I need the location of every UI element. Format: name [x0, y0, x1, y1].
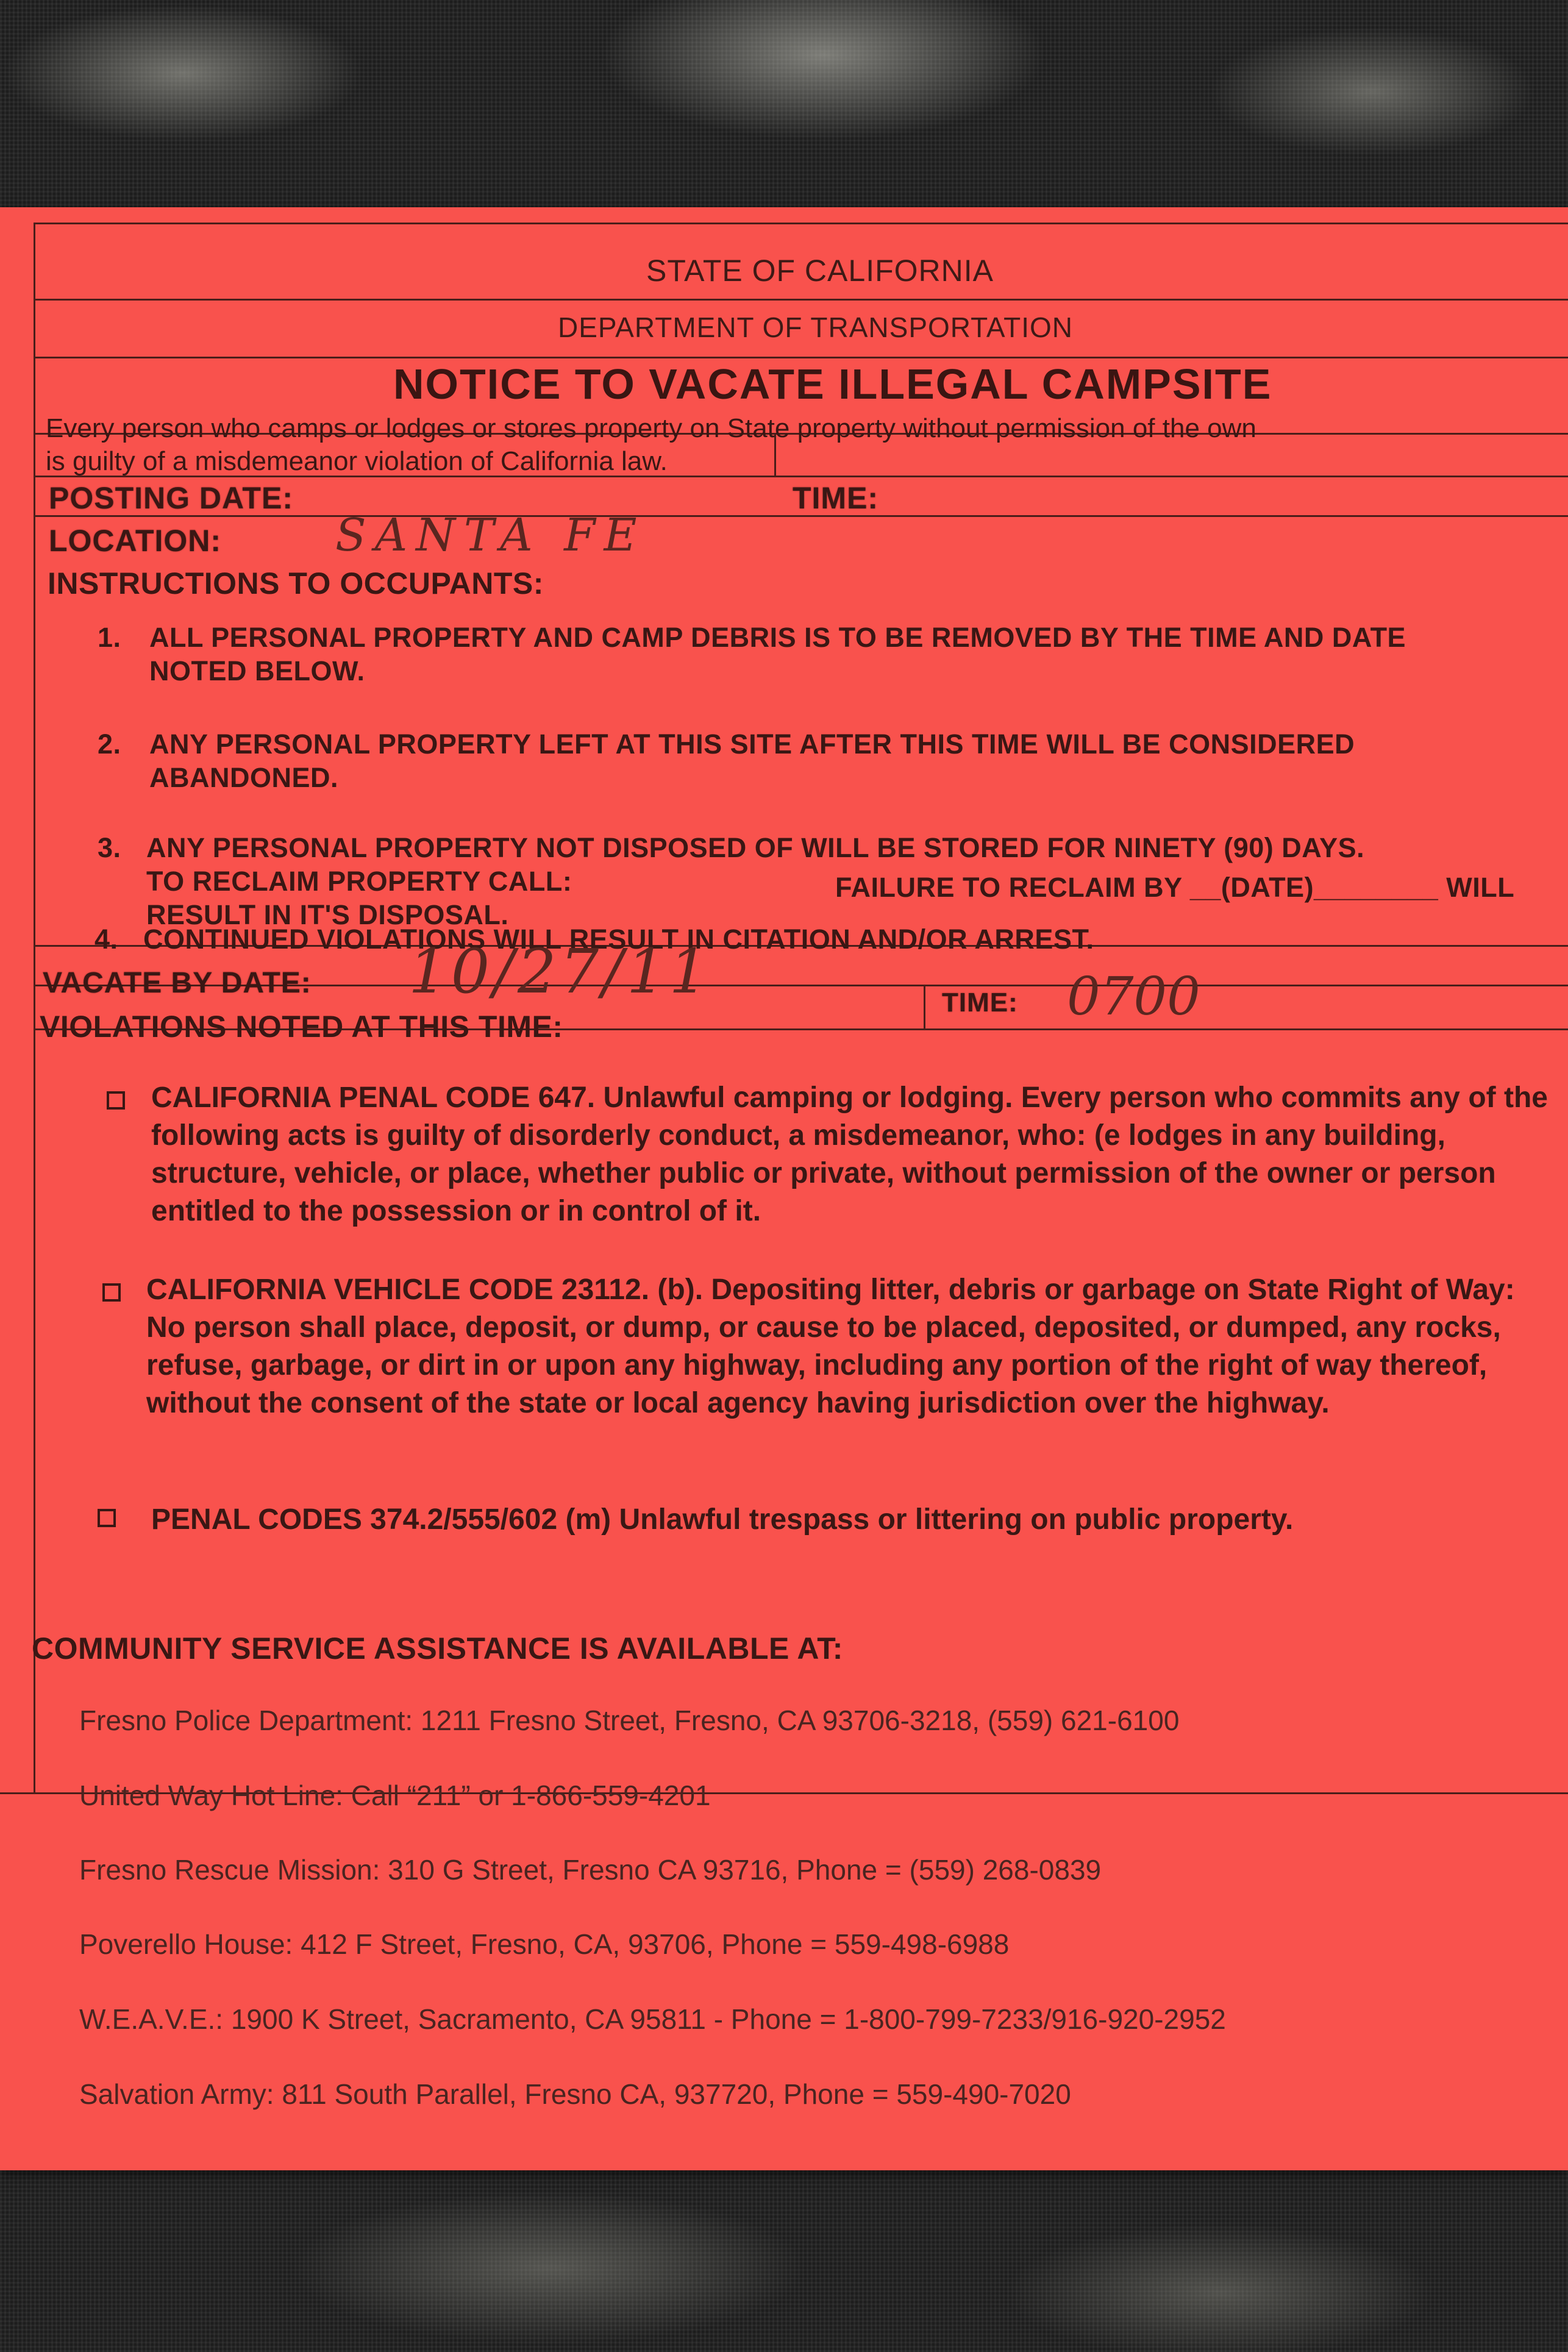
violation-penal-374-text: PENAL CODES 374.2/555/602 (m) Unlawful trespass or littering on public property. [151, 1503, 1294, 1536]
assistance-heading: COMMUNITY SERVICE ASSISTANCE IS AVAILABLE AT: [32, 1631, 843, 1666]
state-header: STATE OF CALIFORNIA [646, 254, 994, 288]
resource-salvation-army: Salvation Army: 811 South Parallel, Fresno CA, 937720, Phone = 559-490-7020 [79, 2078, 1071, 2110]
divider [34, 299, 1568, 301]
instruction-number: 3. [98, 832, 121, 863]
instruction-number: 4. [94, 924, 118, 955]
posting-time-label: TIME: [793, 481, 879, 515]
instruction-1-line-1: ALL PERSONAL PROPERTY AND CAMP DEBRIS IS TO BE REMOVED BY THE TIME AND DATE [149, 622, 1406, 653]
divider [924, 985, 925, 1028]
violation-penal-647-text: CALIFORNIA PENAL CODE 647. Unlawful camping or lodging. Every person who commits any of the following acts is guilty of disorderly conduct, a misdemeanor, who: (e lodges in any building, structure, vehicle, or place, whether public or private, without permission of the owner or person entitled to the possession or in control of it. [151, 1082, 1548, 1227]
instruction-3-line-2b: FAILURE TO RECLAIM BY __(DATE)________ WILL [835, 872, 1515, 903]
department-header: DEPARTMENT OF TRANSPORTATION [558, 312, 1074, 343]
resource-poverello-house: Poverello House: 412 F Street, Fresno, CA, 93706, Phone = 559-498-6988 [79, 1928, 1010, 1960]
resource-fresno-police: Fresno Police Department: 1211 Fresno Street, Fresno, CA 93706-3218, (559) 621-6100 [79, 1705, 1180, 1736]
vacate-time-handwritten: 0700 [1067, 966, 1200, 1027]
instruction-number: 1. [98, 622, 121, 653]
instruction-2-line-2: ABANDONED. [149, 762, 339, 793]
location-label: LOCATION: [49, 524, 222, 558]
instruction-2-line-1: ANY PERSONAL PROPERTY LEFT AT THIS SITE AFTER THIS TIME WILL BE CONSIDERED [149, 729, 1355, 760]
resource-fresno-rescue-mission: Fresno Rescue Mission: 310 G Street, Fresno CA 93716, Phone = (559) 268-0839 [79, 1854, 1102, 1886]
vacate-time-label: TIME: [942, 988, 1018, 1017]
instructions-heading: INSTRUCTIONS TO OCCUPANTS: [48, 566, 544, 600]
violation-vehicle-23112-text: CALIFORNIA VEHICLE CODE 23112. (b). Depositing litter, debris or garbage on State Right of Way: No person shall place, deposit, or dump, or cause to be placed, deposited, or dumped, any rocks, refuse, garbage, or dirt in or upon any highway, including any portion of the right of way thereof, without the consent of the state or local agency having jurisdiction over the highway. [146, 1274, 1515, 1419]
violation-checkbox-vehicle-23112[interactable] [102, 1283, 121, 1302]
notice-title: NOTICE TO VACATE ILLEGAL CAMPSITE [393, 360, 1272, 408]
intro-line-1: Every person who camps or lodges or stores property on State property without permission of the own [46, 413, 1256, 443]
resource-united-way: United Way Hot Line: Call “211” or 1-866-559-4201 [79, 1780, 711, 1811]
violation-checkbox-penal-647[interactable] [107, 1091, 125, 1110]
divider [34, 357, 1568, 358]
resource-weave: W.E.A.V.E.: 1900 K Street, Sacramento, CA 95811 - Phone = 1-800-799-7233/916-920-2952 [79, 2003, 1226, 2035]
posting-date-label: POSTING DATE: [49, 481, 293, 515]
intro-line-2: is guilty of a misdemeanor violation of California law. [46, 446, 668, 476]
location-handwritten-value: SANTA FE [335, 509, 646, 561]
instruction-3-line-1: ANY PERSONAL PROPERTY NOT DISPOSED OF WILL BE STORED FOR NINETY (90) DAYS. [146, 832, 1365, 863]
instruction-1-line-2: NOTED BELOW. [149, 655, 365, 686]
vacate-date-handwritten: 10/27/11 [408, 936, 712, 1007]
notice-paper [0, 207, 1568, 2170]
violation-checkbox-penal-374[interactable] [98, 1509, 116, 1527]
instruction-number: 2. [98, 729, 121, 760]
violations-heading: VIOLATIONS NOTED AT THIS TIME: [40, 1010, 563, 1044]
instruction-4-line-1: CONTINUED VIOLATIONS WILL RESULT IN CITATION AND/OR ARREST. [143, 924, 1094, 955]
vacate-by-date-label: VACATE BY DATE: [43, 967, 312, 999]
instruction-3-line-2a: TO RECLAIM PROPERTY CALL: [146, 866, 572, 897]
instruction-3-line-3: RESULT IN IT'S DISPOSAL. [146, 899, 509, 930]
